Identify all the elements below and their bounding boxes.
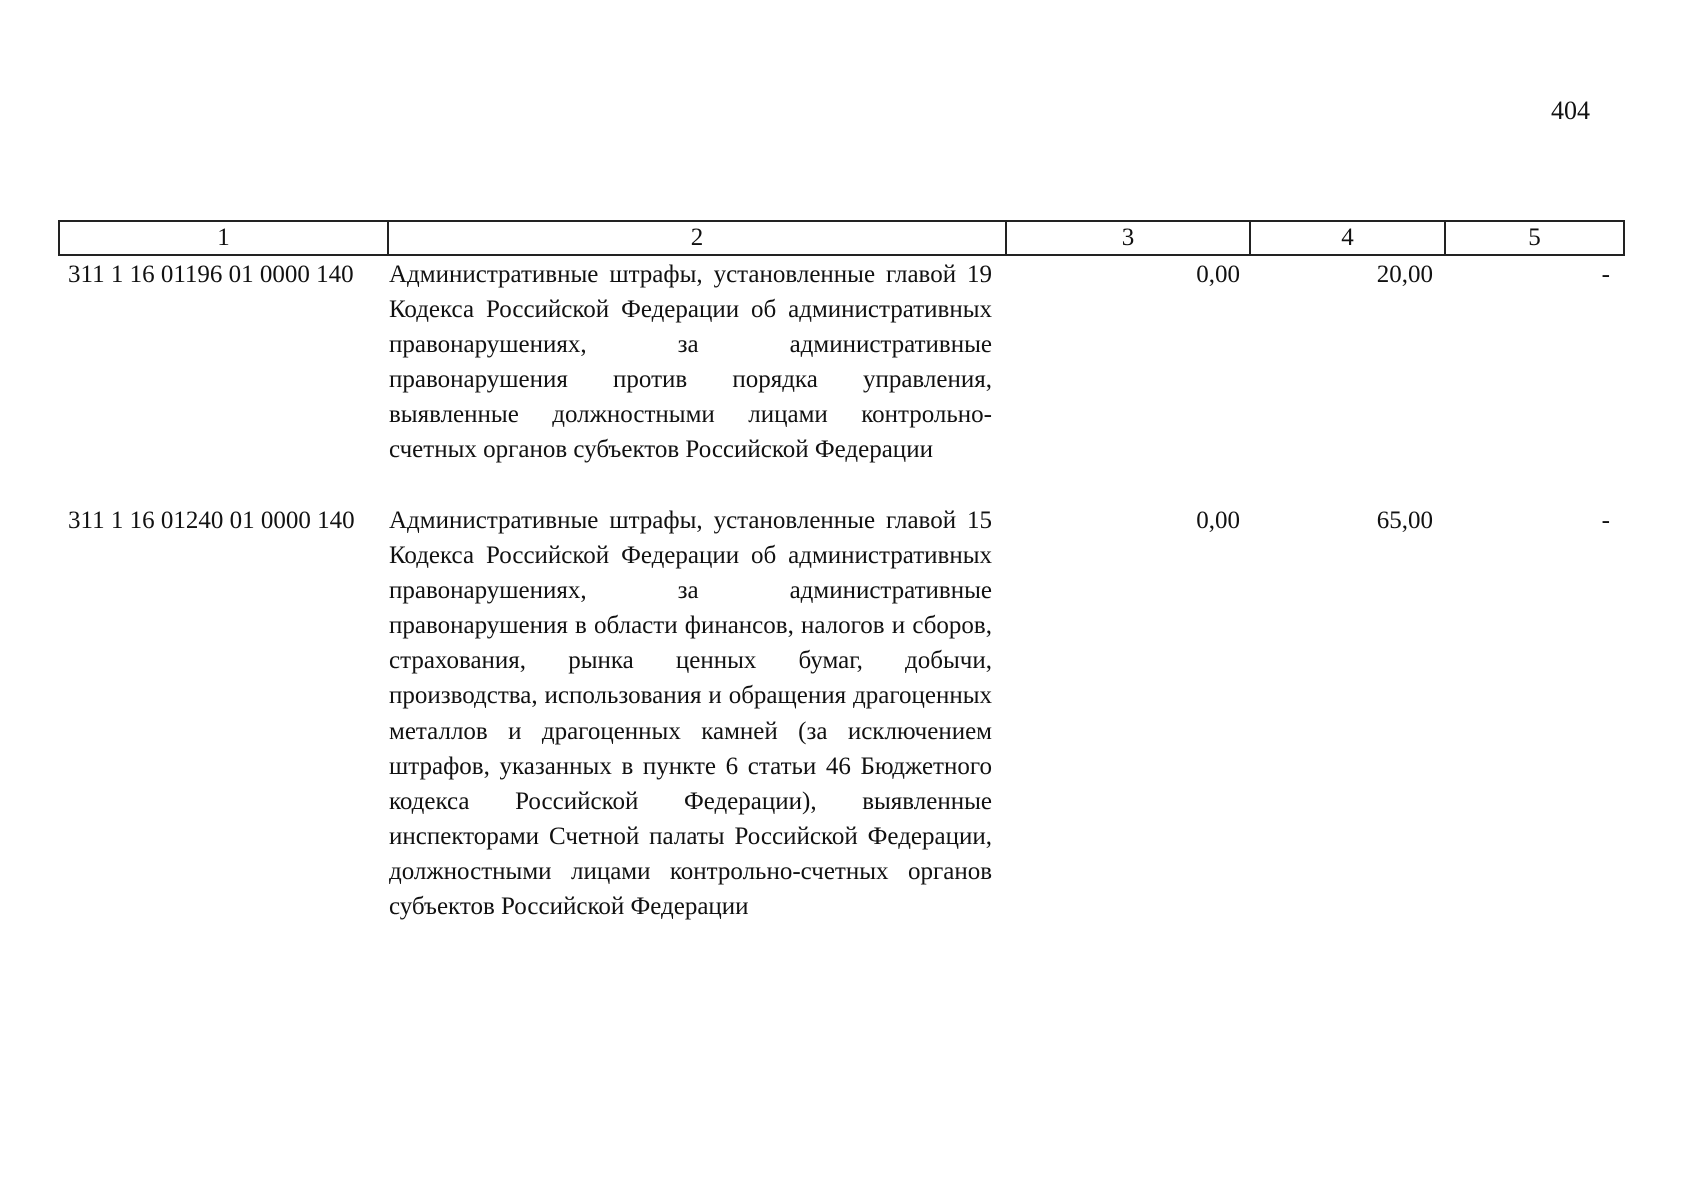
column-header-table — [58, 220, 1625, 256]
row-value-col4: 20,00 — [1376, 261, 1433, 288]
row-value-col3: 0,00 — [1196, 507, 1240, 534]
row-value-col3: 0,00 — [1196, 261, 1240, 288]
column-header-4: 4 — [1250, 221, 1445, 255]
column-header-2: 2 — [388, 221, 1006, 255]
column-header-1: 1 — [59, 221, 388, 255]
column-header-3: 3 — [1006, 221, 1250, 255]
row-value-col5: - — [1601, 507, 1610, 534]
row-code: 311 1 16 01196 01 0000 140 — [68, 261, 354, 288]
row-description: Административные штрафы, установленные главой 15 Кодекса Российской Федерации об административных правонарушениях, за административные правонарушения в области финансов, налогов и сборов, страхования, рынка ценных бумаг, добычи, производства, использования и обращения драгоценных металлов и драгоценных камней (за исключением штрафов, указанных в пункте 6 статьи 46 Бюджетного кодекса Российской Федерации), выявленные инспекторами Счетной палаты Российской Федерации, должностными лицами контрольно-счетных органов субъектов Российской Федерации — [389, 507, 992, 921]
page-number: 404 — [1551, 96, 1590, 125]
row-description: Административные штрафы, установленные главой 19 Кодекса Российской Федерации об административных правонарушениях, за административные правонарушения против порядка управления, выявленные должностными лицами контрольно-счетных органов субъектов Российской Федерации — [389, 261, 992, 464]
column-header-5: 5 — [1445, 221, 1624, 255]
row-value-col4: 65,00 — [1376, 507, 1433, 534]
row-code: 311 1 16 01240 01 0000 140 — [68, 507, 355, 534]
row-value-col5: - — [1601, 261, 1610, 288]
column-header-row — [59, 221, 1624, 255]
